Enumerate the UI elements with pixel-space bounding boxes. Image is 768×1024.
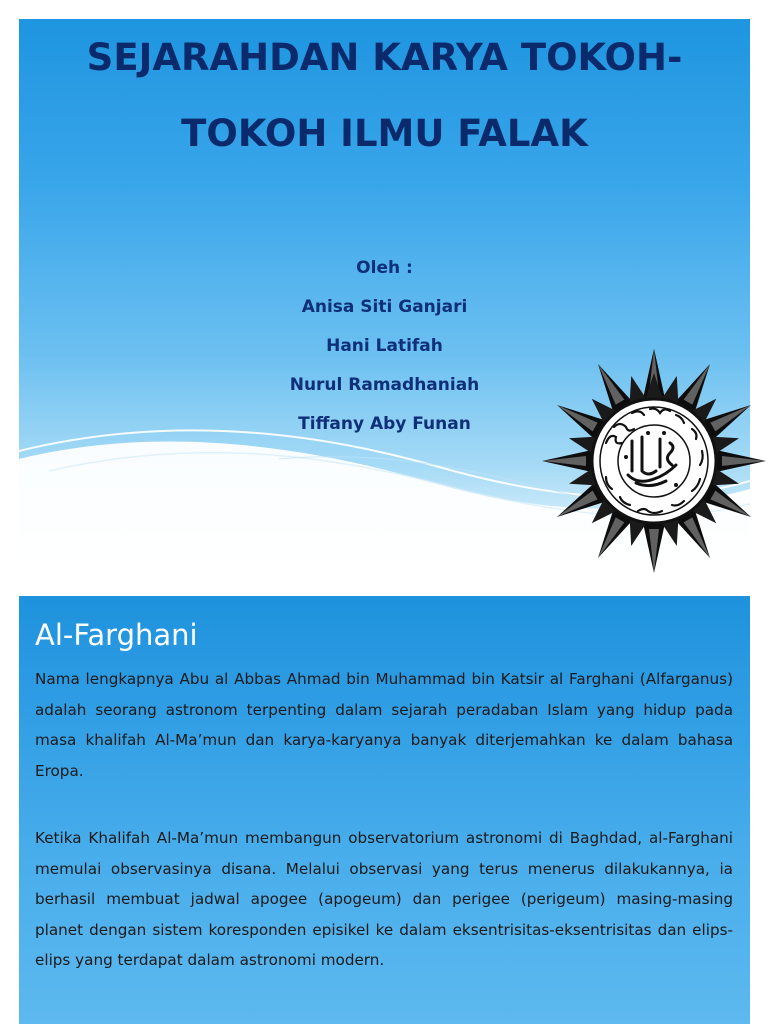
- sun-star-emblem-icon: [540, 347, 768, 575]
- by-label: Oleh :: [356, 258, 413, 278]
- content-slide: [19, 596, 750, 1024]
- paragraph-1: Nama lengkapnya Abu al Abbas Ahmad bin Muhammad bin Katsir al Farghani (Alfarganus) adalah seorang astronom terpenting dalam sejarah peradaban Islam yang hidup pada masa khalifah Al-Ma’mun dan karya-karyanya banyak diterjemahkan ke dalam bahasa Eropa.: [35, 670, 733, 780]
- title-line-1: SEJARAHDAN KARYA TOKOH-: [86, 36, 683, 79]
- section-heading: Al-Farghani: [35, 618, 198, 652]
- author-name: Nurul Ramadhaniah: [289, 375, 480, 395]
- slide-title: [19, 36, 750, 155]
- author-name: Hani Latifah: [326, 336, 443, 356]
- paragraph-2: Ketika Khalifah Al-Ma’mun membangun observatorium astronomi di Baghdad, al-Farghani memulai observasinya disana. Melalui observasi yang terus menerus dilakukannya, ia berhasil membuat jadwal apogee (apogeum) dan perigee (perigeum) masing-masing planet dengan sistem koresponden episikel ke dalam eksentrisitas-eksentrisitas dan elips-elips yang terdapat dalam astronomi modern.: [35, 829, 733, 969]
- author-name: Tiffany Aby Funan: [298, 414, 471, 434]
- author-name: Anisa Siti Ganjari: [301, 297, 468, 317]
- title-line-2: TOKOH ILMU FALAK: [181, 112, 588, 155]
